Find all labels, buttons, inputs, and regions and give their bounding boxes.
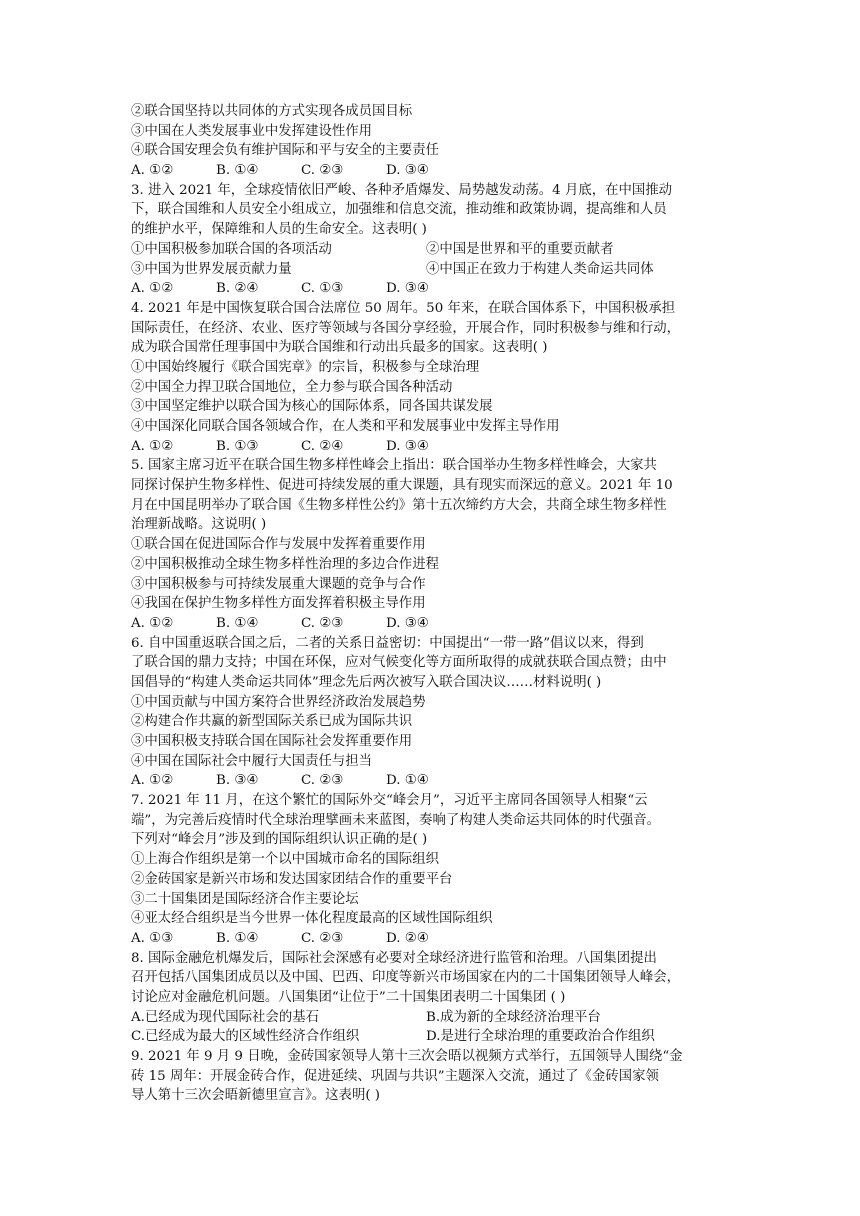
choice-row [131,1027,731,1047]
statement-item: ①联合国在促进国际合作与发展中发挥着重要作用 [131,537,426,553]
option-d: D. ③④ [386,163,429,179]
question-stem-line: 4. 2021 年是中国恢复联合国合法席位 50 周年。50 年来，在联合国体系下，中国积极承担 [131,300,676,316]
question-8 [131,949,731,1047]
option-b: B. ①④ [216,615,259,631]
statement-row [131,240,731,260]
option-c: C. ②④ [301,438,344,454]
option-d: D. ②④ [386,930,429,946]
question-stem-line: 导人第十三次会晤新德里宣言》。这表明( ) [131,1088,381,1104]
question-stem-line: 8. 国际金融危机爆发后，国际社会深感有必要对全球经济进行监管和治理。八国集团提出 [131,950,657,966]
statement-item: ②金砖国家是新兴市场和发达国家团结合作的重要平台 [131,871,453,887]
option-a: A.已经成为现代国际社会的基石 [131,1009,320,1025]
statement-item: ④中国深化同联合国各领域合作，在人类和平和发展事业中发挥主导作用 [131,419,560,434]
question-stem-line: 国际责任，在经济、农业、医疗等领域与各国分享经验，开展合作，同时积极参与维和行动， [131,320,681,336]
answer-options [131,161,731,181]
statement-item: ②中国是世界和平的重要贡献者 [426,241,614,257]
statement-item: ③中国为世界发展贡献力量 [131,261,292,277]
question-stem-line: 7. 2021 年 11 月，在这个繁忙的国际外交“峰会月”，习近平主席同各国领导人相聚“云 [131,793,648,809]
statement-item: ②联合国坚持以共同体的方式实现各成员国目标 [131,104,413,119]
option-c: C. ②③ [301,163,344,179]
statement-item: ③二十国集团是国际经济合作主要论坛 [131,891,359,907]
statement-item: ④中国在国际社会中履行大国责任与担当 [131,753,373,769]
question-stem-line: 下，联合国维和人员安全小组成立，加强维和信息交流，推动维和政策协调，提高维和人员 [131,202,667,218]
option-c: C. ②③ [301,773,344,789]
question-stem-line: 砖 15 周年：开展金砖合作，促进延续、巩固与共识”主题深入交流，通过了《金砖国家领 [131,1068,659,1084]
question-5 [131,456,731,633]
question-stem-line: 同探讨保护生物多样性、促进可持续发展的重大课题，具有现实而深远的意义。2021 年 10 [131,478,673,494]
statement-item: ④亚太经合组织是当今世界一体化程度最高的区域性国际组织 [131,911,493,927]
question-stem-line: 的维护水平，保障维和人员的生命安全。这表明( ) [131,222,427,238]
option-d: D. ③④ [386,281,429,297]
statement-item: ③中国积极参与可持续发展重大课题的竞争与合作 [131,576,426,592]
question-stem-line: 9. 2021 年 9 月 9 日晚，金砖国家领导人第十三次会晤以视频方式举行，五国领导人围绕“金 [131,1049,683,1064]
exam-page [131,102,731,1106]
statement-item: ③中国在人类发展事业中发挥建设性作用 [131,123,373,139]
statement-item: ①中国积极参加联合国的各项活动 [131,241,332,257]
statement-item: ④我国在保护生物多样性方面发挥着积极主导作用 [131,596,426,612]
option-a: A. ①② [131,281,174,297]
question-3 [131,181,731,299]
question-stem-line: 3. 进入 2021 年，全球疫情依旧严峻、各种矛盾爆发、局势越发动荡。4 月底，在中国推动 [131,182,673,198]
option-b: B. ①④ [216,163,259,179]
question-stem-line: 讨论应对金融危机问题。八国集团“让位于”二十国集团表明二十国集团 ( ) [131,989,566,1005]
question-stem-line: 了联合国的鼎力支持；中国在环保，应对气候变化等方面所取得的成就获联合国点赞；由中 [131,655,667,671]
question-7 [131,791,731,949]
question-stem-line: 下列对“峰会月”涉及到的国际组织认识正确的是( ) [131,832,428,848]
option-a: A. ①② [131,615,174,631]
option-c: C. ②③ [301,930,344,946]
option-b: B. ②④ [216,281,259,297]
question-stem-line: 6. 自中国重返联合国之后，二者的关系日益密切：中国提出“一带一路”倡议以来，得到 [131,635,644,651]
option-b: B.成为新的全球经济治理平台 [426,1009,601,1025]
option-b: B. ①③ [216,438,259,454]
question-2-tail [131,102,731,181]
statement-item: ①上海合作组织是第一个以中国城市命名的国际组织 [131,852,439,868]
option-d: D. ③④ [386,438,429,454]
statement-item: ③中国坚定维护以联合国为核心的国际体系，同各国共谋发展 [131,399,493,415]
question-stem-line: 成为联合国常任理事国中为联合国维和行动出兵最多的国家。这表明( ) [131,340,548,356]
option-b: B. ①④ [216,930,259,946]
choice-row [131,1008,731,1028]
option-a: A. ①② [131,163,174,179]
option-c: C.已经成为最大的区域性经济合作组织 [131,1029,360,1045]
question-4 [131,299,731,457]
option-d: D. ③④ [386,615,429,631]
option-a: A. ①② [131,438,174,454]
option-a: A. ①③ [131,930,174,946]
question-stem-line: 治理新战略。这说明( ) [131,517,267,533]
statement-item: ①中国始终履行《联合国宪章》的宗旨，积极参与全球治理 [131,359,480,375]
question-9 [131,1047,731,1106]
answer-options [131,929,731,949]
question-stem-line: 端”，为完善后疫情时代全球治理擘画未来蓝图，奏响了构建人类命运共同体的时代强音。 [131,812,661,828]
question-6 [131,634,731,792]
statement-item: ②中国积极推动全球生物多样性治理的多边合作进程 [131,556,439,572]
statement-row [131,260,731,280]
question-stem-line: 5. 国家主席习近平在联合国生物多样性峰会上指出：联合国举办生物多样性峰会，大家共 [131,458,657,474]
option-a: A. ①② [131,773,174,789]
option-c: C. ①③ [301,281,344,297]
statement-item: ④中国正在致力于构建人类命运共同体 [426,261,654,277]
answer-options [131,614,731,634]
answer-options [131,279,731,299]
question-stem-line: 月在中国昆明举办了联合国《生物多样性公约》第十五次缔约方大会，共商全球生物多样性 [131,497,667,513]
option-b: B. ③④ [216,773,259,789]
statement-item: ②构建合作共赢的新型国际关系已成为国际共识 [131,714,413,730]
answer-options [131,437,731,457]
option-d: D. ①④ [386,773,429,789]
option-d: D.是进行全球治理的重要政治合作组织 [426,1029,655,1045]
answer-options [131,771,731,791]
statement-item: ②中国全力捍卫联合国地位，全力参与联合国各种活动 [131,379,453,395]
question-stem-line: 国倡导的“构建人类命运共同体”理念先后两次被写入联合国决议……材料说明( ) [131,674,602,690]
question-stem-line: 召开包括八国集团成员以及中国、巴西、印度等新兴市场国家在内的二十国集团领导人峰会， [131,970,681,986]
option-c: C. ②③ [301,615,344,631]
statement-item: ④联合国安理会负有维护国际和平与安全的主要责任 [131,143,439,159]
statement-item: ③中国积极支持联合国在国际社会发挥重要作用 [131,734,413,749]
statement-item: ①中国贡献与中国方案符合世界经济政治发展趋势 [131,694,426,710]
